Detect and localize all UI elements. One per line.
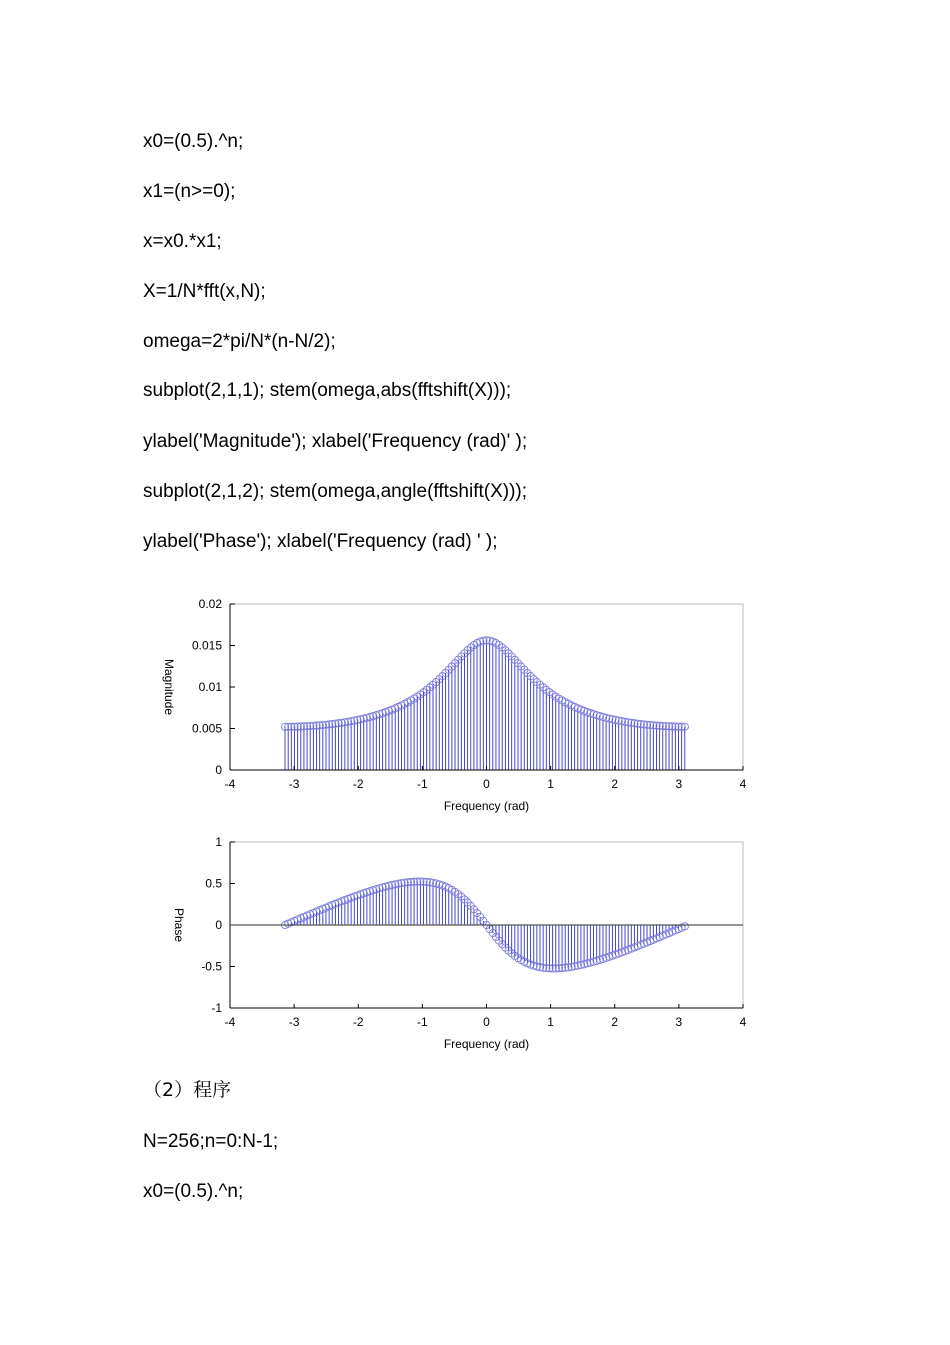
code-line: ylabel('Phase'); xlabel('Frequency (rad) ' ); xyxy=(143,531,498,552)
code-line: ylabel('Magnitude'); xlabel('Frequency (rad)' ); xyxy=(143,431,528,452)
code-line: x1=(n>=0); xyxy=(143,181,236,202)
code-line: X=1/N*fft(x,N); xyxy=(143,281,266,302)
code-line: x0=(0.5).^n; xyxy=(143,1181,244,1202)
code-line: x0=(0.5).^n; xyxy=(143,131,244,152)
magnitude-ticks xyxy=(192,597,747,791)
x-tick-label: 3 xyxy=(675,777,683,791)
x-tick-label: 3 xyxy=(675,1015,683,1029)
phase-subplot xyxy=(172,835,747,1051)
x-tick-label: 1 xyxy=(547,777,554,791)
x-tick-label: -2 xyxy=(352,777,364,791)
x-tick-label: -2 xyxy=(352,1015,364,1029)
code-line: x=x0.*x1; xyxy=(143,231,222,252)
x-tick-label: -3 xyxy=(288,777,300,791)
x-tick-label: -4 xyxy=(224,1015,236,1029)
stem-figure xyxy=(150,590,770,1060)
x-tick-label: 1 xyxy=(547,1015,554,1029)
x-tick-label: -1 xyxy=(417,1015,428,1029)
x-tick-label: 0 xyxy=(483,1015,490,1029)
y-tick-label: -0.5 xyxy=(201,959,222,974)
magnitude-stems xyxy=(281,637,688,770)
y-tick-label: 0.015 xyxy=(191,638,222,653)
x-tick-label: 2 xyxy=(611,777,619,791)
y-tick-label: 0.01 xyxy=(198,680,222,694)
y-tick-label: 1 xyxy=(215,835,222,849)
y-tick-label: 0.005 xyxy=(191,721,222,736)
y-tick-label: 0 xyxy=(215,918,222,932)
stem-figure-svg xyxy=(150,590,770,1060)
x-tick-label: -4 xyxy=(224,777,236,791)
magnitude-y-axis-label: Magnitude xyxy=(162,658,176,716)
phase-ticks xyxy=(201,835,746,1029)
x-tick-label: 4 xyxy=(739,1015,747,1029)
code-line: omega=2*pi/N*(n-N/2); xyxy=(143,331,336,352)
x-tick-label: -3 xyxy=(288,1015,300,1029)
x-tick-label: -1 xyxy=(417,777,428,791)
code-line: N=256;n=0:N-1; xyxy=(143,1131,279,1152)
section-heading: （2）程序 xyxy=(143,1079,232,1101)
phase-x-axis-label: Frequency (rad) xyxy=(443,1037,530,1051)
code-line: subplot(2,1,2); stem(omega,angle(fftshift(X))); xyxy=(143,481,528,502)
x-tick-label: 4 xyxy=(739,777,747,791)
phase-y-axis-label: Phase xyxy=(172,907,186,943)
y-tick-label: -1 xyxy=(211,1001,222,1015)
x-tick-label: 2 xyxy=(611,1015,619,1029)
y-tick-label: 0.5 xyxy=(205,876,222,891)
code-line: subplot(2,1,1); stem(omega,abs(fftshift(X))); xyxy=(143,380,512,401)
x-tick-label: 0 xyxy=(483,777,490,791)
y-tick-label: 0.02 xyxy=(198,597,222,611)
y-tick-label: 0 xyxy=(215,763,222,777)
magnitude-subplot xyxy=(162,597,747,813)
magnitude-x-axis-label: Frequency (rad) xyxy=(443,799,530,813)
